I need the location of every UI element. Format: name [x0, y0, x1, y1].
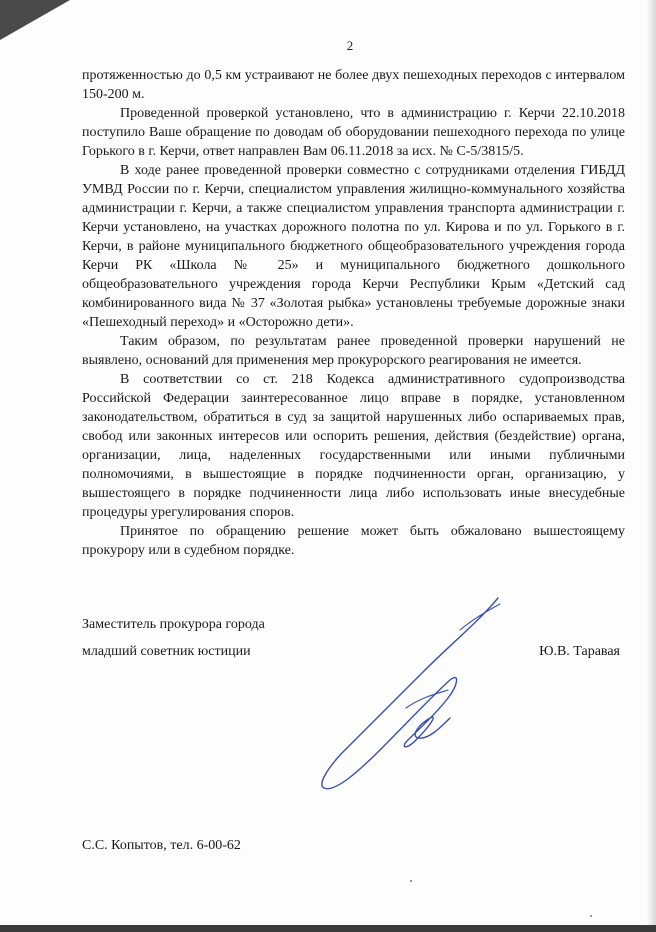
signatory-position-line1: Заместитель прокурора города: [82, 617, 265, 632]
paragraph-continuation: протяженностью до 0,5 км устраивают не более двух пешеходных переходов с интервалом 150-200 м.: [82, 68, 625, 102]
scan-speck: [410, 880, 412, 882]
paragraph-conclusion: Таким образом, по результатам ранее проведенной проверки нарушений не выявлено, оснований для применения мер прокурорского реагирования не имеется.: [82, 334, 625, 368]
scan-corner-shadow: [0, 0, 70, 40]
handwritten-signature: [310, 590, 530, 800]
scan-right-edge: [646, 0, 656, 932]
paragraph-appeal: Принятое по обращению решение может быть обжаловано вышестоящему прокурору или в судебном порядке.: [82, 524, 625, 558]
signatory-name: Ю.В. Таравая: [539, 644, 620, 659]
signatory-position-line2: младший советник юстиции: [82, 644, 251, 659]
paragraph-joint-inspection: В ходе ранее проведенной проверки совместно с сотрудниками отделения ГИБДД УМВД России по г. Керчи, специалистом управления жилищно-коммунального хозяйства администрации г. Керчи, а также специалистом управления транспорта администрации г. Керчи установлено, на участках дорожного полотна по ул. Кирова и по ул. Горького в г. Керчи, в районе муниципального бюджетного общеобразовательного учреждения города Керчи РК «Школа № 25» и муниципального бюджетного дошкольного общеобразовательного учреждения города Керчи Республики Крым «Детский сад комбинированного вида № 37 «Золотая рыбка» установлены требуемые дорожные знаки «Пешеходный переход» и «Осторожно дети».: [82, 163, 625, 330]
paragraph-legal-rights: В соответствии со ст. 218 Кодекса административного судопроизводства Российской Федерации заинтересованное лицо вправе в порядке, установленном законодательством, обратиться в суд за защитой нарушенных либо оспариваемых прав, свобод или законных интересов или оспорить решения, действия (бездействие) органа, организации, лица, наделенных государственными или иными публичными полномочиями, в вышестоящие в порядке подчиненности орган, организацию, у вышестоящего в порядке подчиненности лица либо использовать иные внесудебные процедуры урегулирования споров.: [82, 372, 625, 520]
scan-bottom-edge: [0, 925, 656, 932]
scan-speck: [590, 915, 592, 917]
executor-contact: С.С. Копытов, тел. 6-00-62: [82, 838, 241, 853]
letter-body: [82, 66, 625, 560]
paragraph-inspection-result: Проведенной проверкой установлено, что в администрацию г. Керчи 22.10.2018 поступило Ваше обращение по доводам об оборудовании пешеходного перехода по улице Горького в г. Керчи, ответ направлен Вам 06.11.2018 за исх. № С-5/3815/5.: [82, 106, 625, 159]
page-number: 2: [346, 38, 354, 53]
